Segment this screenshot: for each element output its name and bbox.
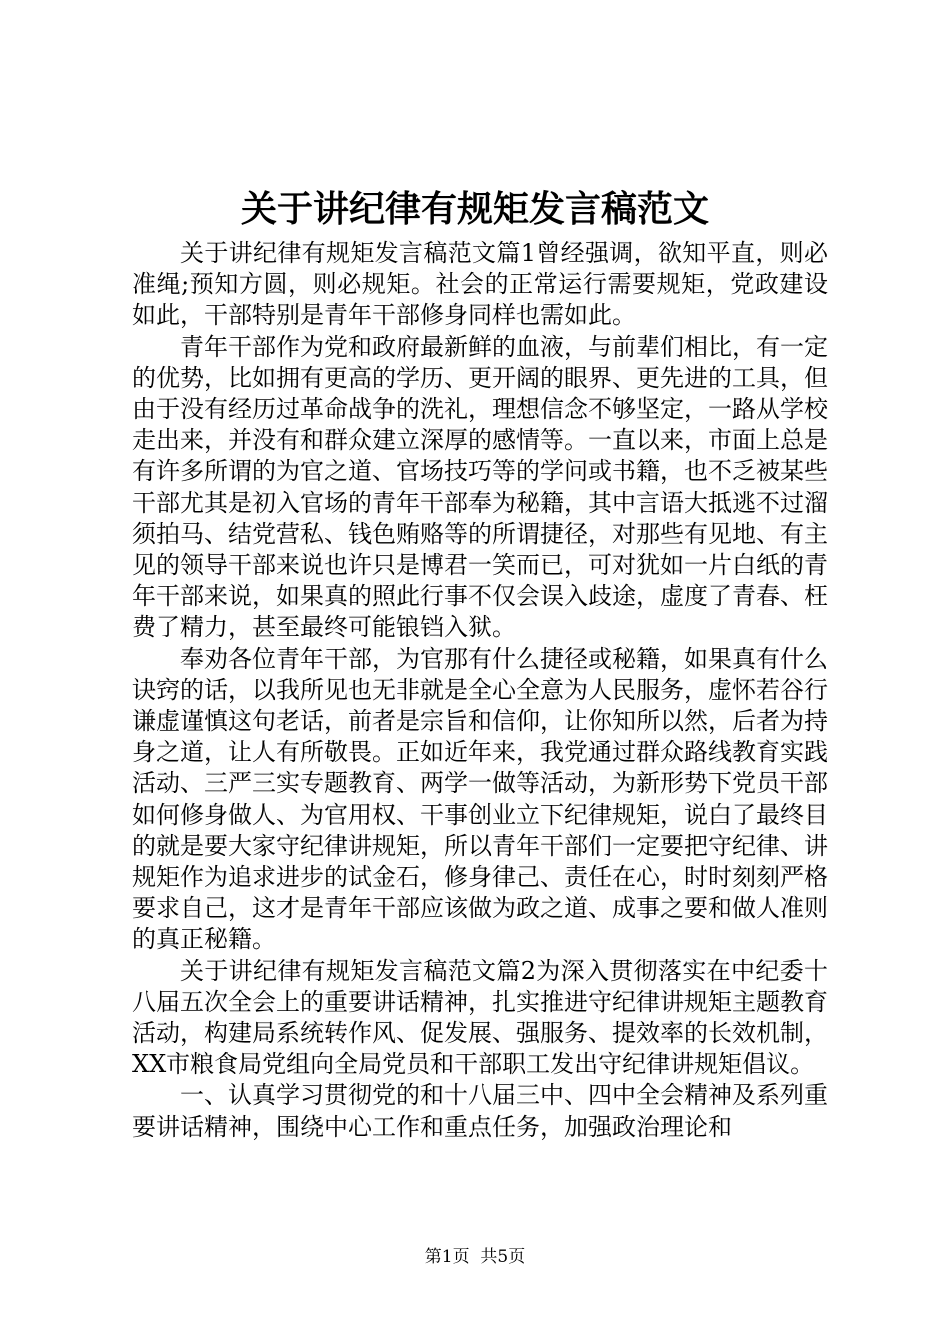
document-body	[132, 238, 828, 1143]
paragraph: 关于讲纪律有规矩发言稿范文篇2为深入贯彻落实在中纪委十八届五次全会上的重要讲话精神，扎实推进守纪律讲规矩主题教育活动，构建局系统转作风、促发展、强服务、提效率的长效机制，XX市粮食局党组向全局党员和干部职工发出守纪律讲规矩倡议。	[132, 956, 828, 1079]
paragraph: 一、认真学习贯彻党的和十八届三中、四中全会精神及系列重要讲话精神，围绕中心工作和重点任务，加强政治理论和	[132, 1081, 828, 1141]
paragraph: 奉劝各位青年干部，为官那有什么捷径或秘籍，如果真有什么诀窍的话，以我所见也无非就是全心全意为人民服务，虚怀若谷行谦虚谨慎这句老话，前者是宗旨和信仰，让你知所以然，后者为持身之道，让人有所敬畏。正如近年来，我党通过群众路线教育实践活动、三严三实专题教育、两学一做等活动，为新形势下党员干部如何修身做人、为官用权、干事创业立下纪律规矩，说白了最终目的就是要大家守纪律讲规矩，所以青年干部们一定要把守纪律、讲规矩作为追求进步的试金石，修身律己、责任在心，时时刻刻严格要求自己，这才是青年干部应该做为政之道、成事之要和做人准则的真正秘籍。	[132, 644, 828, 954]
paragraph: 青年干部作为党和政府最新鲜的血液，与前辈们相比，有一定的优势，比如拥有更高的学历、更开阔的眼界、更先进的工具，但由于没有经历过革命战争的洗礼，理想信念不够坚定，一路从学校走出来，并没有和群众建立深厚的感情等。一直以来，市面上总是有许多所谓的为官之道、官场技巧等的学问或书籍，也不乏被某些干部尤其是初入官场的青年干部奉为秘籍，其中言语大抵逃不过溜须拍马、结党营私、钱色贿赂等的所谓捷径，对那些有见地、有主见的领导干部来说也许只是博君一笑而已，可对犹如一片白纸的青年干部来说，如果真的照此行事不仅会误入歧途，虚度了青春、枉费了精力，甚至最终可能锒铛入狱。	[132, 332, 828, 642]
page-number-footer: 第1页 共5页	[424, 1247, 526, 1267]
document-title: 关于讲纪律有规矩发言稿范文	[240, 188, 709, 230]
paragraph: 关于讲纪律有规矩发言稿范文篇1曾经强调，欲知平直，则必准绳;预知方圆，则必规矩。社会的正常运行需要规矩，党政建设如此，干部特别是青年干部修身同样也需如此。	[132, 239, 828, 330]
